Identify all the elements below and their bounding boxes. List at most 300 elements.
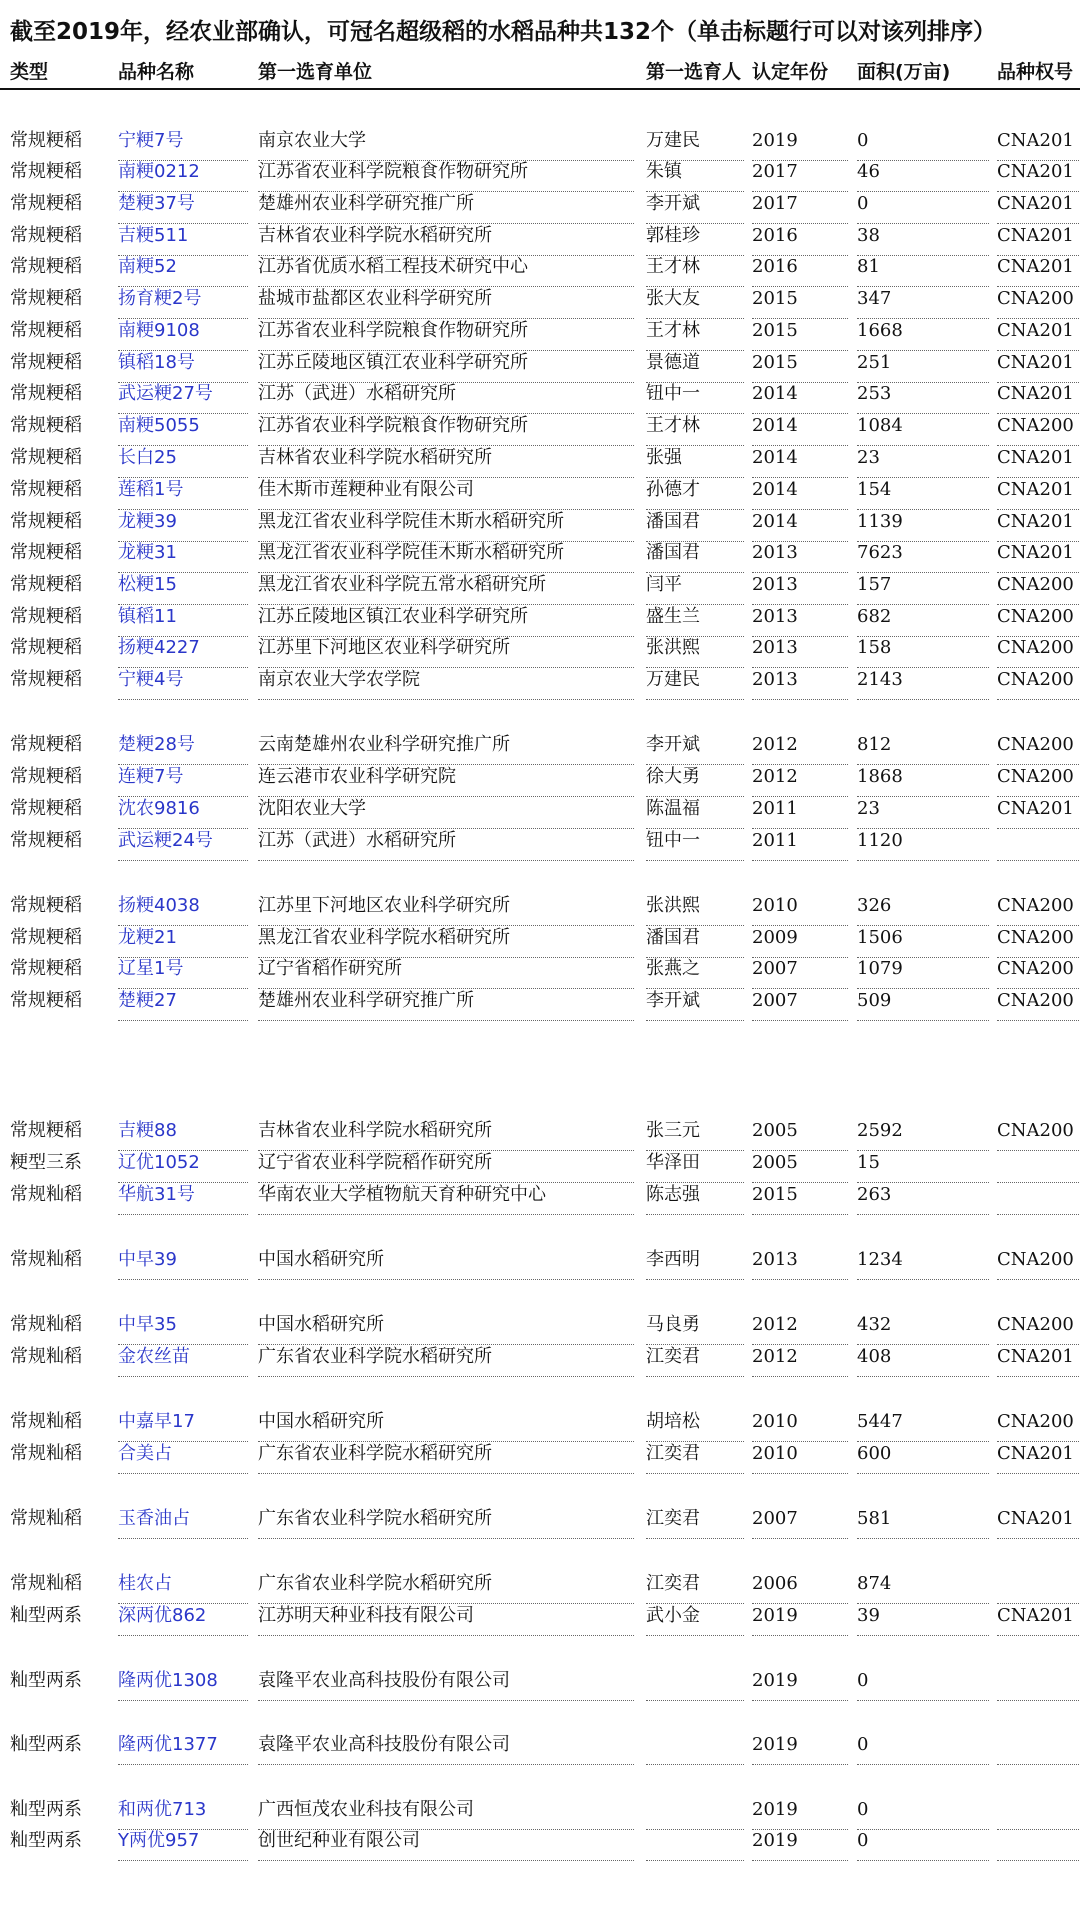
- variety-name-link[interactable]: 辽星1号: [118, 950, 248, 989]
- variety-name-link[interactable]: Y两优957: [118, 1822, 248, 1861]
- cell-year: 2019: [752, 1791, 848, 1830]
- cell-year: 2011: [752, 790, 848, 829]
- cell-area: 0: [857, 185, 989, 224]
- cell-breeder: 李开斌: [646, 726, 744, 765]
- column-header-name[interactable]: 品种名称: [118, 61, 195, 83]
- cell-breeding-unit: 云南楚雄州农业科学研究推广所: [258, 726, 634, 765]
- cell-type: 常规粳稻: [10, 161, 82, 182]
- cell-area: 46: [857, 153, 989, 192]
- cell-variety-right: CNA200: [997, 950, 1080, 989]
- cell-type: 常规籼稻: [10, 1346, 82, 1367]
- variety-name-link[interactable]: 和两优713: [118, 1791, 248, 1830]
- cell-type: 常规籼稻: [10, 1249, 82, 1270]
- cell-breeding-unit: 辽宁省稻作研究所: [258, 950, 634, 989]
- cell-type: 籼型两系: [10, 1670, 82, 1691]
- cell-breeder: 胡培松: [646, 1403, 744, 1442]
- cell-type: 常规粳稻: [10, 225, 82, 246]
- cell-breeding-unit: 中国水稻研究所: [258, 1306, 634, 1345]
- cell-area: 0: [857, 122, 989, 161]
- column-header-breeder[interactable]: 第一选育人: [646, 61, 742, 83]
- cell-variety-right: CNA201: [997, 790, 1080, 829]
- cell-breeding-unit: 吉林省农业科学院水稻研究所: [258, 439, 634, 478]
- cell-year: 2014: [752, 503, 848, 542]
- variety-name-link[interactable]: 宁粳4号: [118, 661, 248, 700]
- variety-name-link[interactable]: 中早35: [118, 1306, 248, 1345]
- cell-breeder: 王才林: [646, 312, 744, 351]
- cell-variety-right: CNA201: [997, 471, 1080, 510]
- cell-year: 2013: [752, 566, 848, 605]
- cell-variety-right: [997, 1176, 1080, 1215]
- cell-variety-right: CNA200: [997, 1306, 1080, 1345]
- cell-type: 常规粳稻: [10, 1120, 82, 1141]
- cell-type: 常规粳稻: [10, 766, 82, 787]
- cell-breeding-unit: 江苏里下河地区农业科学研究所: [258, 629, 634, 668]
- cell-area: 15: [857, 1144, 989, 1183]
- cell-breeder: 闫平: [646, 566, 744, 605]
- cell-year: 2012: [752, 758, 848, 797]
- cell-area: 874: [857, 1565, 989, 1604]
- cell-breeder: 徐大勇: [646, 758, 744, 797]
- cell-year: 2013: [752, 661, 848, 700]
- cell-breeder: [646, 1822, 744, 1861]
- variety-name-link[interactable]: 金农丝苗: [118, 1338, 248, 1377]
- cell-breeder: 王才林: [646, 248, 744, 287]
- variety-name-link[interactable]: 吉粳88: [118, 1112, 248, 1151]
- cell-type: 常规粳稻: [10, 574, 82, 595]
- variety-name-link[interactable]: 连粳7号: [118, 758, 248, 797]
- cell-type: 粳型三系: [10, 1152, 82, 1173]
- cell-breeder: 江奕君: [646, 1338, 744, 1377]
- cell-breeder: 潘国君: [646, 919, 744, 958]
- cell-variety-right: CNA201: [997, 312, 1080, 351]
- cell-area: 812: [857, 726, 989, 765]
- cell-breeding-unit: 沈阳农业大学: [258, 790, 634, 829]
- cell-year: 2013: [752, 534, 848, 573]
- cell-breeding-unit: 南京农业大学农学院: [258, 661, 634, 700]
- cell-breeder: 张大友: [646, 280, 744, 319]
- cell-year: 2015: [752, 312, 848, 351]
- column-header-area[interactable]: 面积(万亩): [857, 61, 951, 83]
- cell-year: 2014: [752, 375, 848, 414]
- cell-breeder: 江奕君: [646, 1500, 744, 1539]
- variety-name-link[interactable]: 武运粳24号: [118, 822, 248, 861]
- cell-breeding-unit: 华南农业大学植物航天育种研究中心: [258, 1176, 634, 1215]
- cell-area: 154: [857, 471, 989, 510]
- cell-breeder: 张洪熙: [646, 887, 744, 926]
- cell-type: 常规粳稻: [10, 927, 82, 948]
- table-row: [0, 1662, 1080, 1700]
- table-row: [0, 1500, 1080, 1538]
- cell-variety-right: CNA201: [997, 1500, 1080, 1539]
- table-row: [0, 1435, 1080, 1473]
- cell-year: 2010: [752, 887, 848, 926]
- cell-type: 常规粳稻: [10, 383, 82, 404]
- table-row: [0, 822, 1080, 860]
- cell-breeder: 华泽田: [646, 1144, 744, 1183]
- variety-name-link[interactable]: 龙粳31: [118, 534, 248, 573]
- cell-breeding-unit: 江苏省农业科学院粮食作物研究所: [258, 153, 634, 192]
- cell-area: 581: [857, 1500, 989, 1539]
- cell-type: 常规粳稻: [10, 542, 82, 563]
- cell-variety-right: CNA201: [997, 439, 1080, 478]
- cell-type: 籼型两系: [10, 1605, 82, 1626]
- cell-variety-right: CNA200: [997, 726, 1080, 765]
- cell-type: 常规粳稻: [10, 734, 82, 755]
- cell-type: 常规粳稻: [10, 895, 82, 916]
- cell-area: 1139: [857, 503, 989, 542]
- cell-area: 408: [857, 1338, 989, 1377]
- cell-type: 常规籼稻: [10, 1443, 82, 1464]
- cell-type: 常规粳稻: [10, 288, 82, 309]
- variety-name-link[interactable]: 南粳0212: [118, 153, 248, 192]
- cell-variety-right: CNA200: [997, 1403, 1080, 1442]
- cell-breeding-unit: 江苏（武进）水稻研究所: [258, 375, 634, 414]
- cell-year: 2017: [752, 153, 848, 192]
- cell-variety-right: CNA200: [997, 1241, 1080, 1280]
- cell-area: 1868: [857, 758, 989, 797]
- cell-area: 2592: [857, 1112, 989, 1151]
- cell-breeder: 陈志强: [646, 1176, 744, 1215]
- cell-variety-right: CNA200: [997, 982, 1080, 1021]
- cell-area: 23: [857, 790, 989, 829]
- cell-area: 0: [857, 1822, 989, 1861]
- cell-type: 常规粳稻: [10, 637, 82, 658]
- cell-area: 682: [857, 598, 989, 637]
- variety-name-link[interactable]: 松粳15: [118, 566, 248, 605]
- table-row: [0, 1241, 1080, 1279]
- cell-area: 39: [857, 1597, 989, 1636]
- cell-breeder: 钮中一: [646, 375, 744, 414]
- cell-year: 2014: [752, 407, 848, 446]
- cell-breeding-unit: 吉林省农业科学院水稻研究所: [258, 1112, 634, 1151]
- variety-name-link[interactable]: 龙粳21: [118, 919, 248, 958]
- cell-area: 326: [857, 887, 989, 926]
- variety-name-link[interactable]: 楚粳28号: [118, 726, 248, 765]
- cell-breeder: 江奕君: [646, 1435, 744, 1474]
- cell-breeder: 张强: [646, 439, 744, 478]
- variety-name-link[interactable]: 龙粳39: [118, 503, 248, 542]
- cell-area: 0: [857, 1662, 989, 1701]
- cell-breeder: 景德道: [646, 344, 744, 383]
- cell-type: 籼型两系: [10, 1734, 82, 1755]
- cell-variety-right: CNA200: [997, 661, 1080, 700]
- cell-breeder: 王才林: [646, 407, 744, 446]
- cell-type: 常规粳稻: [10, 479, 82, 500]
- cell-breeding-unit: 江苏里下河地区农业科学研究所: [258, 887, 634, 926]
- variety-name-link[interactable]: 扬粳4227: [118, 629, 248, 668]
- cell-variety-right: CNA201: [997, 185, 1080, 224]
- cell-breeding-unit: 楚雄州农业科学研究推广所: [258, 982, 634, 1021]
- cell-area: 347: [857, 280, 989, 319]
- cell-area: 23: [857, 439, 989, 478]
- cell-type: 常规粳稻: [10, 669, 82, 690]
- variety-name-link[interactable]: 华航31号: [118, 1176, 248, 1215]
- cell-area: 157: [857, 566, 989, 605]
- cell-year: 2019: [752, 1662, 848, 1701]
- cell-year: 2012: [752, 1338, 848, 1377]
- cell-variety-right: [997, 1822, 1080, 1861]
- cell-area: 5447: [857, 1403, 989, 1442]
- cell-variety-right: CNA200: [997, 758, 1080, 797]
- variety-name-link[interactable]: 南粳9108: [118, 312, 248, 351]
- cell-area: 158: [857, 629, 989, 668]
- cell-breeder: 郭桂珍: [646, 217, 744, 256]
- page-title: 截至2019年，经农业部确认，可冠名超级稻的水稻品种共132个（单击标题行可以对该列排序）: [10, 19, 997, 45]
- column-header-unit[interactable]: 第一选育单位: [258, 61, 373, 83]
- variety-name-link[interactable]: 南粳5055: [118, 407, 248, 446]
- cell-area: 263: [857, 1176, 989, 1215]
- cell-type: 常规粳稻: [10, 606, 82, 627]
- cell-breeding-unit: 黑龙江省农业科学院佳木斯水稻研究所: [258, 534, 634, 573]
- cell-year: 2006: [752, 1565, 848, 1604]
- cell-breeder: 万建民: [646, 122, 744, 161]
- cell-year: 2014: [752, 471, 848, 510]
- cell-breeding-unit: 袁隆平农业高科技股份有限公司: [258, 1662, 634, 1701]
- variety-name-link[interactable]: 南粳52: [118, 248, 248, 287]
- cell-variety-right: CNA201: [997, 1338, 1080, 1377]
- cell-area: 432: [857, 1306, 989, 1345]
- cell-variety-right: CNA200: [997, 280, 1080, 319]
- cell-breeder: 陈温福: [646, 790, 744, 829]
- cell-breeder: 孙德才: [646, 471, 744, 510]
- cell-breeder: 李开斌: [646, 185, 744, 224]
- cell-year: 2015: [752, 1176, 848, 1215]
- variety-name-link[interactable]: 武运粳27号: [118, 375, 248, 414]
- variety-name-link[interactable]: 扬育粳2号: [118, 280, 248, 319]
- variety-name-link[interactable]: 深两优862: [118, 1597, 248, 1636]
- cell-year: 2013: [752, 598, 848, 637]
- cell-year: 2014: [752, 439, 848, 478]
- table-row: [0, 1822, 1080, 1860]
- cell-breeding-unit: 吉林省农业科学院水稻研究所: [258, 217, 634, 256]
- cell-type: 常规粳稻: [10, 798, 82, 819]
- cell-breeder: 钮中一: [646, 822, 744, 861]
- cell-area: 1234: [857, 1241, 989, 1280]
- variety-name-link[interactable]: 扬粳4038: [118, 887, 248, 926]
- cell-breeder: 盛生兰: [646, 598, 744, 637]
- cell-year: 2012: [752, 726, 848, 765]
- cell-breeding-unit: 广东省农业科学院水稻研究所: [258, 1435, 634, 1474]
- cell-variety-right: CNA201: [997, 217, 1080, 256]
- cell-variety-right: CNA200: [997, 887, 1080, 926]
- cell-area: 1668: [857, 312, 989, 351]
- table-row: [0, 661, 1080, 699]
- cell-type: 常规籼稻: [10, 1314, 82, 1335]
- cell-variety-right: CNA200: [997, 566, 1080, 605]
- cell-year: 2019: [752, 1822, 848, 1861]
- cell-variety-right: CNA200: [997, 919, 1080, 958]
- cell-type: 常规粳稻: [10, 352, 82, 373]
- cell-breeding-unit: 江苏省优质水稻工程技术研究中心: [258, 248, 634, 287]
- cell-year: 2017: [752, 185, 848, 224]
- cell-type: 常规粳稻: [10, 830, 82, 851]
- cell-area: 2143: [857, 661, 989, 700]
- cell-year: 2015: [752, 344, 848, 383]
- cell-breeder: 江奕君: [646, 1565, 744, 1604]
- cell-breeding-unit: 广东省农业科学院水稻研究所: [258, 1500, 634, 1539]
- cell-variety-right: CNA201: [997, 375, 1080, 414]
- variety-name-link[interactable]: 吉粳511: [118, 217, 248, 256]
- cell-year: 2019: [752, 1597, 848, 1636]
- cell-variety-right: CNA201: [997, 503, 1080, 542]
- cell-area: 1120: [857, 822, 989, 861]
- cell-type: 常规粳稻: [10, 990, 82, 1011]
- cell-variety-right: [997, 1662, 1080, 1701]
- cell-breeding-unit: 黑龙江省农业科学院五常水稻研究所: [258, 566, 634, 605]
- cell-year: 2007: [752, 1500, 848, 1539]
- cell-breeding-unit: 广西恒茂农业科技有限公司: [258, 1791, 634, 1830]
- cell-variety-right: [997, 822, 1080, 861]
- cell-breeding-unit: 南京农业大学: [258, 122, 634, 161]
- cell-variety-right: CNA200: [997, 598, 1080, 637]
- cell-breeding-unit: 黑龙江省农业科学院水稻研究所: [258, 919, 634, 958]
- cell-year: 2019: [752, 1726, 848, 1765]
- cell-type: 常规籼稻: [10, 1184, 82, 1205]
- cell-area: 7623: [857, 534, 989, 573]
- cell-breeding-unit: 广东省农业科学院水稻研究所: [258, 1338, 634, 1377]
- cell-year: 2013: [752, 629, 848, 668]
- cell-type: 常规籼稻: [10, 1573, 82, 1594]
- cell-breeder: [646, 1662, 744, 1701]
- table-row: [0, 1597, 1080, 1635]
- cell-breeding-unit: 佳木斯市莲粳种业有限公司: [258, 471, 634, 510]
- cell-variety-right: CNA200: [997, 407, 1080, 446]
- cell-area: 251: [857, 344, 989, 383]
- cell-breeder: 张燕之: [646, 950, 744, 989]
- cell-breeding-unit: 创世纪种业有限公司: [258, 1822, 634, 1861]
- cell-type: 常规粳稻: [10, 447, 82, 468]
- cell-variety-right: CNA201: [997, 1435, 1080, 1474]
- variety-name-link[interactable]: 隆两优1377: [118, 1726, 248, 1765]
- cell-variety-right: CNA200: [997, 629, 1080, 668]
- cell-breeder: 潘国君: [646, 534, 744, 573]
- variety-name-link[interactable]: 宁粳7号: [118, 122, 248, 161]
- cell-breeder: 潘国君: [646, 503, 744, 542]
- cell-year: 2010: [752, 1435, 848, 1474]
- column-header-type[interactable]: 类型: [10, 61, 49, 83]
- cell-breeding-unit: 黑龙江省农业科学院佳木斯水稻研究所: [258, 503, 634, 542]
- variety-name-link[interactable]: 辽优1052: [118, 1144, 248, 1183]
- cell-area: 1079: [857, 950, 989, 989]
- variety-name-link[interactable]: 莲稻1号: [118, 471, 248, 510]
- cell-variety-right: CNA201: [997, 248, 1080, 287]
- cell-area: 600: [857, 1435, 989, 1474]
- variety-name-link[interactable]: 沈农9816: [118, 790, 248, 829]
- table-row: [0, 1338, 1080, 1376]
- cell-breeding-unit: 辽宁省农业科学院稻作研究所: [258, 1144, 634, 1183]
- cell-breeding-unit: 中国水稻研究所: [258, 1241, 634, 1280]
- cell-breeding-unit: 中国水稻研究所: [258, 1403, 634, 1442]
- cell-breeding-unit: 广东省农业科学院水稻研究所: [258, 1565, 634, 1604]
- cell-breeding-unit: 楚雄州农业科学研究推广所: [258, 185, 634, 224]
- cell-type: 常规籼稻: [10, 1508, 82, 1529]
- variety-name-link[interactable]: 楚粳27: [118, 982, 248, 1021]
- cell-type: 常规粳稻: [10, 511, 82, 532]
- cell-year: 2009: [752, 919, 848, 958]
- cell-type: 籼型两系: [10, 1799, 82, 1820]
- cell-area: 81: [857, 248, 989, 287]
- cell-breeder: 马良勇: [646, 1306, 744, 1345]
- cell-type: 常规粳稻: [10, 958, 82, 979]
- cell-area: 1506: [857, 919, 989, 958]
- cell-breeding-unit: 盐城市盐都区农业科学研究所: [258, 280, 634, 319]
- cell-breeder: 张洪熙: [646, 629, 744, 668]
- cell-variety-right: CNA200: [997, 1112, 1080, 1151]
- cell-type: 常规籼稻: [10, 1411, 82, 1432]
- cell-area: 38: [857, 217, 989, 256]
- cell-breeding-unit: 袁隆平农业高科技股份有限公司: [258, 1726, 634, 1765]
- column-header-year[interactable]: 认定年份: [752, 61, 829, 83]
- cell-breeding-unit: 江苏省农业科学院粮食作物研究所: [258, 312, 634, 351]
- table-row: [0, 982, 1080, 1020]
- cell-type: 常规粳稻: [10, 256, 82, 277]
- cell-year: 2007: [752, 982, 848, 1021]
- cell-area: 1084: [857, 407, 989, 446]
- cell-year: 2012: [752, 1306, 848, 1345]
- cell-breeder: 朱镇: [646, 153, 744, 192]
- variety-name-link[interactable]: 玉香油占: [118, 1500, 248, 1539]
- variety-name-link[interactable]: 中嘉早17: [118, 1403, 248, 1442]
- cell-area: 0: [857, 1726, 989, 1765]
- cell-breeding-unit: 江苏丘陵地区镇江农业科学研究所: [258, 344, 634, 383]
- cell-year: 2007: [752, 950, 848, 989]
- table-row: [0, 1726, 1080, 1764]
- cell-year: 2015: [752, 280, 848, 319]
- table-row: [0, 1176, 1080, 1214]
- cell-area: 253: [857, 375, 989, 414]
- cell-variety-right: CNA201: [997, 1597, 1080, 1636]
- cell-type: 常规粳稻: [10, 130, 82, 151]
- cell-year: 2016: [752, 217, 848, 256]
- variety-name-link[interactable]: 合美占: [118, 1435, 248, 1474]
- cell-year: 2005: [752, 1144, 848, 1183]
- variety-name-link[interactable]: 隆两优1308: [118, 1662, 248, 1701]
- cell-breeder: 李开斌: [646, 982, 744, 1021]
- variety-name-link[interactable]: 长白25: [118, 439, 248, 478]
- variety-name-link[interactable]: 桂农占: [118, 1565, 248, 1604]
- cell-breeder: 张三元: [646, 1112, 744, 1151]
- variety-name-link[interactable]: 镇稻18号: [118, 344, 248, 383]
- cell-type: 籼型两系: [10, 1830, 82, 1851]
- cell-year: 2010: [752, 1403, 848, 1442]
- cell-breeding-unit: 连云港市农业科学研究院: [258, 758, 634, 797]
- cell-type: 常规粳稻: [10, 320, 82, 341]
- cell-variety-right: CNA201: [997, 344, 1080, 383]
- cell-area: 509: [857, 982, 989, 1021]
- cell-variety-right: [997, 1726, 1080, 1765]
- cell-breeding-unit: 江苏丘陵地区镇江农业科学研究所: [258, 598, 634, 637]
- cell-year: 2019: [752, 122, 848, 161]
- cell-breeding-unit: 江苏（武进）水稻研究所: [258, 822, 634, 861]
- cell-variety-right: CNA201: [997, 153, 1080, 192]
- cell-variety-right: CNA201: [997, 122, 1080, 161]
- variety-name-link[interactable]: 楚粳37号: [118, 185, 248, 224]
- cell-breeder: 万建民: [646, 661, 744, 700]
- cell-type: 常规粳稻: [10, 193, 82, 214]
- cell-breeding-unit: 江苏明天种业科技有限公司: [258, 1597, 634, 1636]
- cell-year: 2011: [752, 822, 848, 861]
- variety-name-link[interactable]: 镇稻11: [118, 598, 248, 637]
- cell-breeder: 武小金: [646, 1597, 744, 1636]
- cell-breeder: 李西明: [646, 1241, 744, 1280]
- cell-year: 2016: [752, 248, 848, 287]
- column-header-right[interactable]: 品种权号: [997, 61, 1074, 83]
- variety-name-link[interactable]: 中早39: [118, 1241, 248, 1280]
- cell-variety-right: CNA201: [997, 534, 1080, 573]
- cell-area: 0: [857, 1791, 989, 1830]
- cell-year: 2013: [752, 1241, 848, 1280]
- cell-year: 2005: [752, 1112, 848, 1151]
